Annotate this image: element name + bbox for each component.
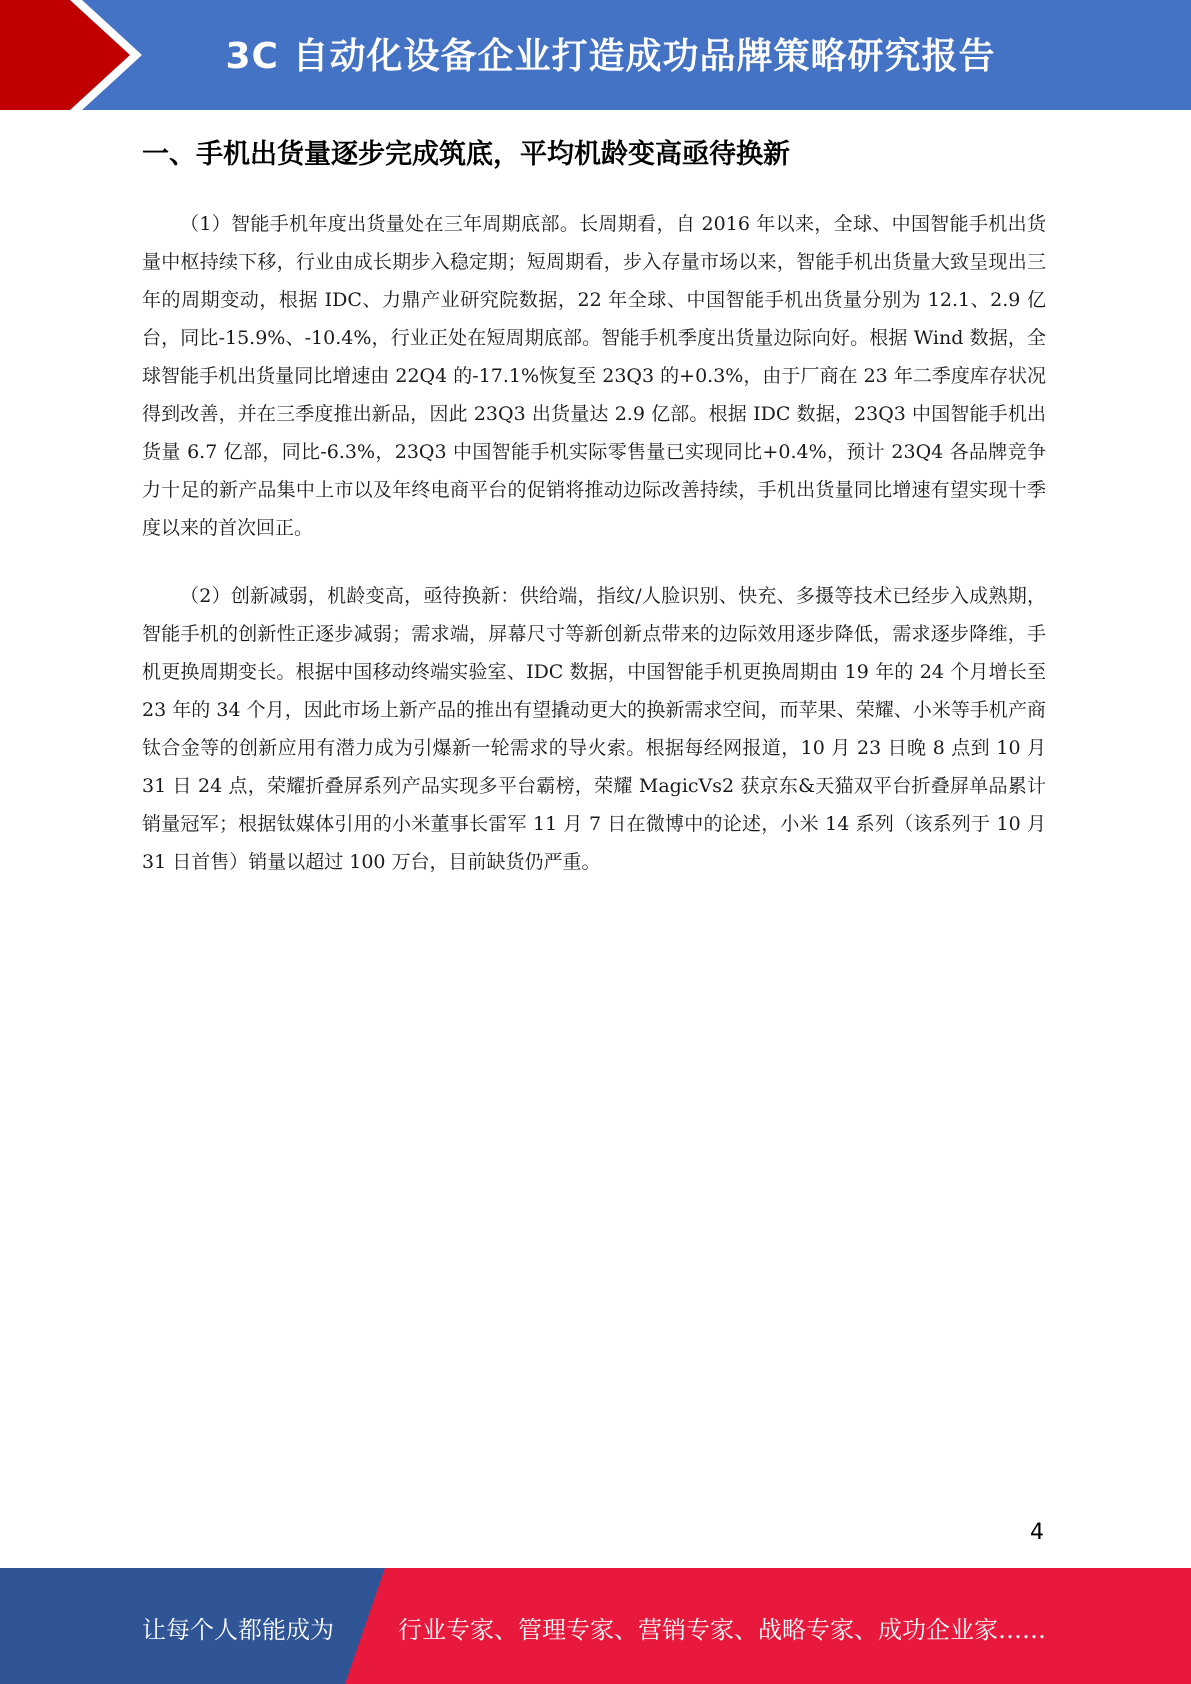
section-heading: 一、手机出货量逐步完成筑底，平均机龄变高亟待换新 bbox=[142, 139, 790, 170]
paragraph-1: （1）智能手机年度出货量处在三年周期底部。长周期看，自 2016 年以来，全球、中国智能手机出货量中枢持续下移，行业由成长期步入稳定期；短周期看，步入存量市场以来，智能手机出货量大致呈现出三年的周期变动，根据 IDC、力鼎产业研究院数据，22 年全球、中国智能手机出货量分别为 12.1、2.9 亿台，同比-15.9%、-10.4%，行业正处在短周期底部。智能手机季度出货量边际向好。根据 Wind 数据，全球智能手机出货量同比增速由 22Q4 的-17.1%恢复至 23Q3 的+0.3%，由于厂商在 23 年二季度库存状况得到改善，并在三季度推出新品，因此 23Q3 出货量达 2.9 亿部。根据 IDC 数据，23Q3 中国智能手机出货量 6.7 亿部，同比-6.3%，23Q3 中国智能手机实际零售量已实现同比+0.4%，预计 23Q4 各品牌竞争力十足的新产品集中上市以及年终电商平台的促销将推动边际改善持续，手机出货量同比增速有望实现十季度以来的首次回正。 bbox=[142, 213, 1046, 539]
header-banner bbox=[0, 0, 1191, 110]
footer-banner bbox=[0, 1568, 1191, 1684]
report-title: 3C 自动化设备企业打造成功品牌策略研究报告 bbox=[225, 36, 996, 77]
footer-slogan-right: 行业专家、管理专家、营销专家、战略专家、成功企业家…… bbox=[398, 1616, 1046, 1644]
red-chevron-decoration bbox=[0, 0, 160, 110]
paragraph-2: （2）创新减弱，机龄变高，亟待换新：供给端，指纹/人脸识别、快充、多摄等技术已经步入成熟期，智能手机的创新性正逐步减弱；需求端，屏幕尺寸等新创新点带来的边际效用逐步降低，需求逐步降维，手机更换周期变长。根据中国移动终端实验室、IDC 数据，中国智能手机更换周期由 19 年的 24 个月增长至 23 年的 34 个月，因此市场上新产品的推出有望撬动更大的换新需求空间，而苹果、荣耀、小米等手机产商钛合金等的创新应用有潜力成为引爆新一轮需求的导火索。根据每经网报道，10 月 23 日晚 8 点到 10 月 31 日 24 点，荣耀折叠屏系列产品实现多平台霸榜，荣耀 MagicVs2 获京东&天猫双平台折叠屏单品累计销量冠军；根据钛媒体引用的小米董事长雷军 11 月 7 日在微博中的论述，小米 14 系列（该系列于 10 月 31 日首售）销量以超过 100 万台，目前缺货仍严重。 bbox=[142, 585, 1047, 873]
footer-slogan-left: 让每个人都能成为 bbox=[142, 1616, 334, 1644]
page-number: 4 bbox=[1030, 1520, 1044, 1545]
chevron-red-shape bbox=[0, 0, 130, 110]
